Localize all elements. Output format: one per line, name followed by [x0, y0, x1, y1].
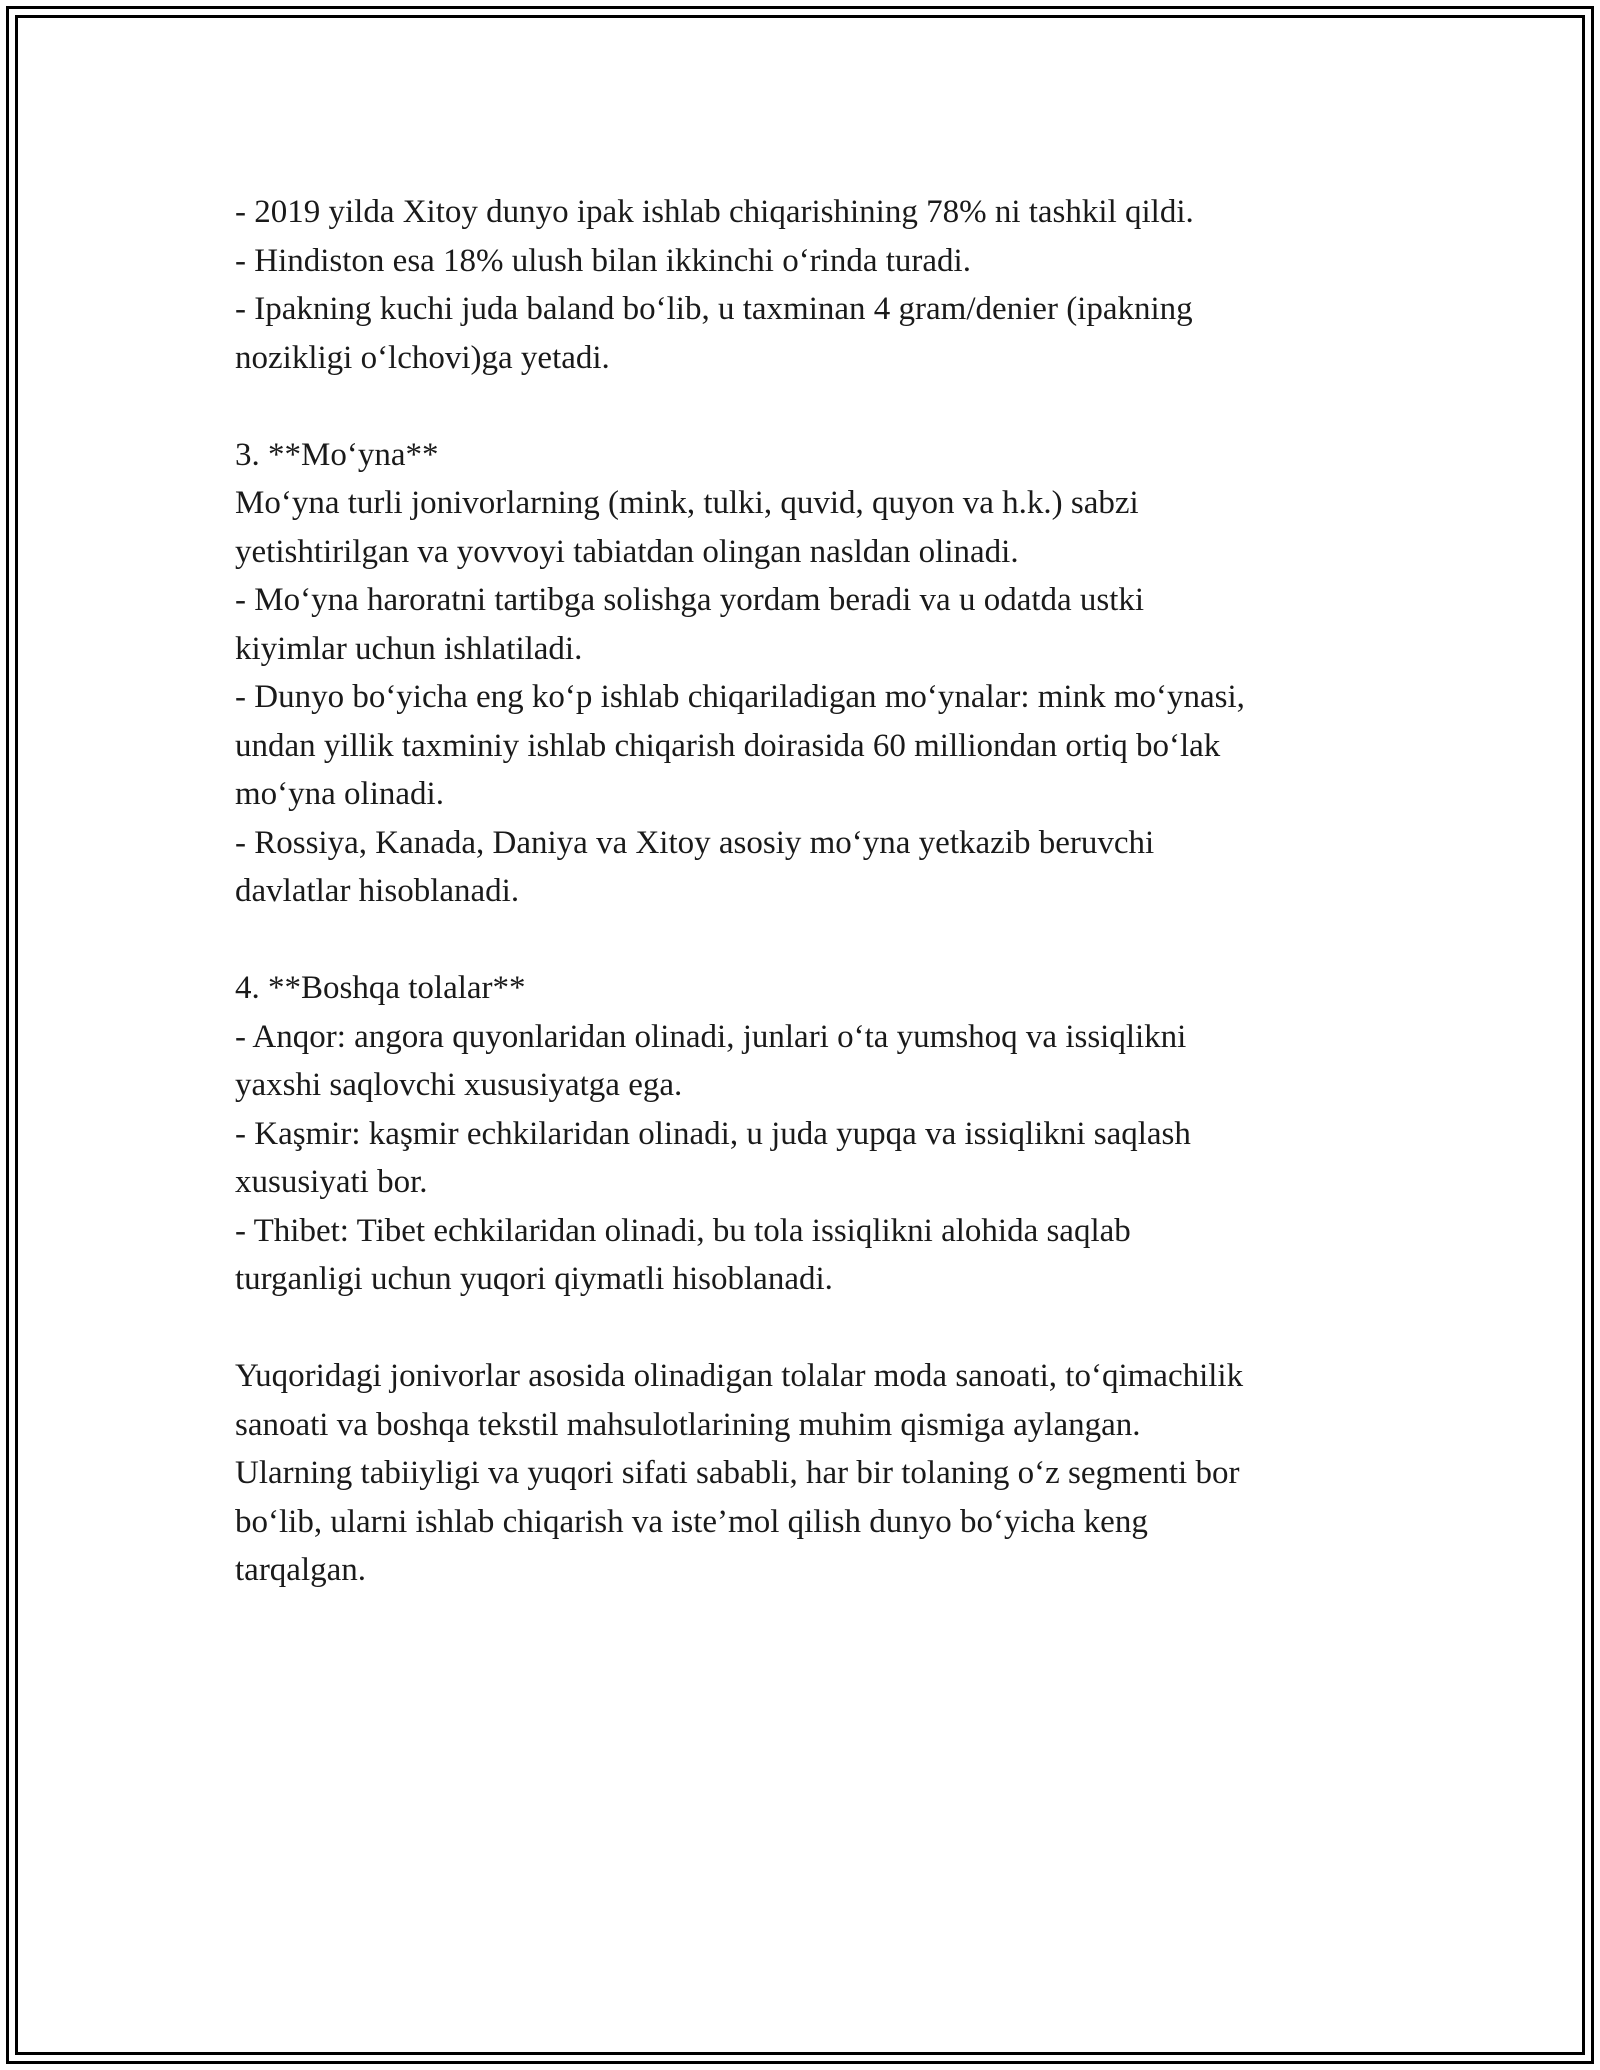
text-line: - Anqor: angora quyonlaridan olinadi, junlari o‘ta yumshoq va issiqlikni	[235, 1018, 1187, 1055]
text-line: yetishtirilgan va yovvoyi tabiatdan olingan nasldan olinadi.	[235, 533, 1019, 570]
text-line: - Mo‘yna haroratni tartibga solishga yordam beradi va u odatda ustki	[235, 582, 1145, 618]
text-line: - Ipakning kuchi juda baland bo‘lib, u taxminan 4 gram/denier (ipakning	[235, 291, 1193, 327]
text-line: - 2019 yilda Xitoy dunyo ipak ishlab chiqarishining 78% ni tashkil qildi.	[235, 194, 1194, 230]
conclusion-section	[235, 1352, 1385, 1595]
text-line: nozikligi o‘lchovi)ga yetadi.	[235, 339, 610, 376]
text-line: davlatlar hisoblanadi.	[235, 873, 520, 909]
text-line: - Thibet: Tibet echkilaridan olinadi, bu tola issiqlikni alohida saqlab	[235, 1212, 1131, 1249]
other-fibers-section	[235, 964, 1385, 1304]
text-line: undan yillik taxminiy ishlab chiqarish doirasida 60 milliondan ortiq bo‘lak	[235, 727, 1221, 764]
text-line: - Kaşmir: kaşmir echkilaridan olinadi, u juda yupqa va issiqlikni saqlash	[235, 1115, 1191, 1152]
text-line: tarqalgan.	[235, 1552, 367, 1588]
text-line: Ularning tabiiyligi va yuqori sifati sababli, har bir tolaning o‘z segmenti bor	[235, 1455, 1240, 1491]
text-line: xususiyati bor.	[235, 1164, 428, 1200]
text-line: kiyimlar uchun ishlatiladi.	[235, 630, 583, 667]
text-line: Yuqoridagi jonivorlar asosida olinadigan tolalar moda sanoati, to‘qimachilik	[235, 1358, 1244, 1394]
paragraph-gap	[235, 916, 1385, 965]
text-line: Mo‘yna turli jonivorlarning (mink, tulki, quvid, quyon va h.k.) sabzi	[235, 485, 1139, 521]
text-line: turganligi uchun yuqori qiymatli hisoblanadi.	[235, 1261, 833, 1297]
document-body	[235, 188, 1385, 1595]
silk-facts-section	[235, 188, 1385, 382]
text-line: bo‘lib, ularni ishlab chiqarish va iste’mol qilish dunyo bo‘yicha keng	[235, 1503, 1148, 1540]
fur-section	[235, 431, 1385, 916]
section-heading: 4. **Boshqa tolalar**	[235, 970, 526, 1006]
paragraph-gap	[235, 382, 1385, 431]
paragraph-gap	[235, 1304, 1385, 1353]
text-line: - Rossiya, Kanada, Daniya va Xitoy asosiy mo‘yna yetkazib beruvchi	[235, 824, 1155, 861]
section-heading: 3. **Mo‘yna**	[235, 436, 439, 473]
text-line: sanoati va boshqa tekstil mahsulotlarining muhim qismiga aylangan.	[235, 1406, 1141, 1443]
text-line: mo‘yna olinadi.	[235, 776, 444, 812]
text-line: - Dunyo bo‘yicha eng ko‘p ishlab chiqariladigan mo‘ynalar: mink mo‘ynasi,	[235, 679, 1245, 715]
text-line: - Hindiston esa 18% ulush bilan ikkinchi o‘rinda turadi.	[235, 242, 971, 279]
text-line: yaxshi saqlovchi xususiyatga ega.	[235, 1067, 683, 1103]
